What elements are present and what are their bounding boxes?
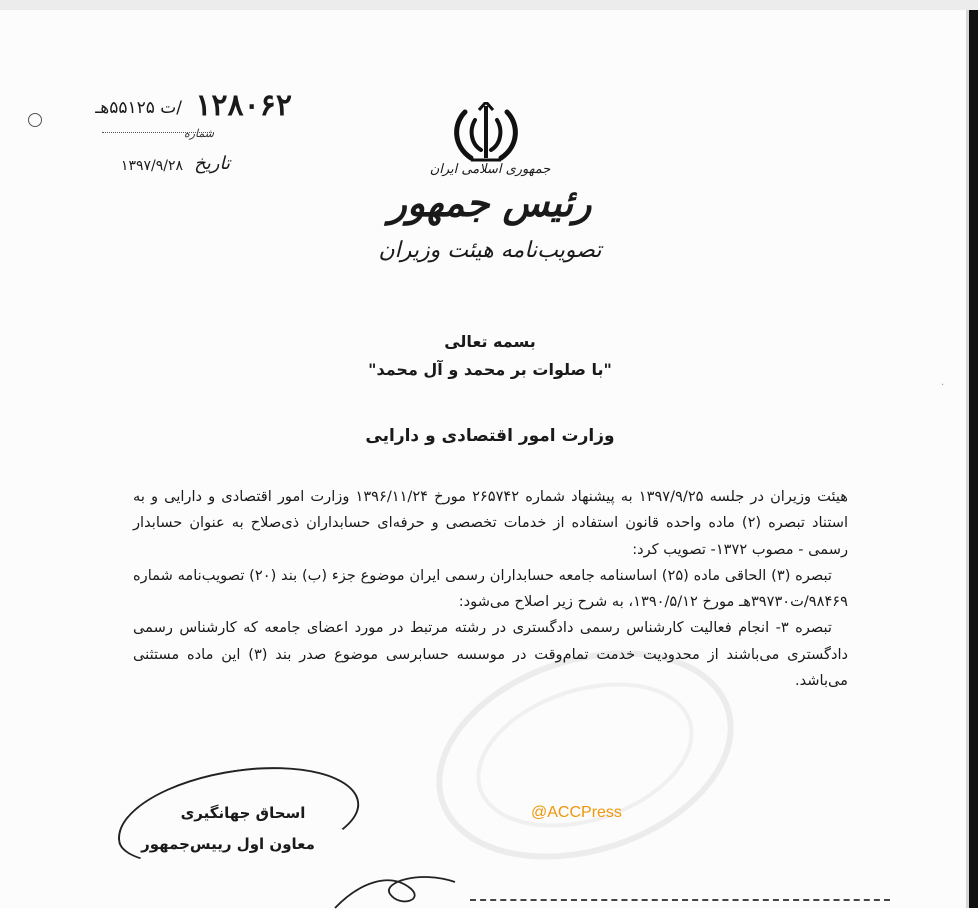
reference-date: ۱۳۹۷/۹/۲۸ bbox=[120, 158, 183, 174]
header-cabinet-decree: تصویب‌نامه هیئت وزیران bbox=[378, 238, 602, 263]
header-president: رئیس جمهور bbox=[388, 180, 592, 225]
reference-block bbox=[40, 80, 300, 190]
signatory-title: معاون اول رییس‌جمهور bbox=[141, 835, 315, 853]
signatory-name: اسحاق جهانگیری bbox=[180, 804, 306, 822]
signature-flourish bbox=[330, 842, 460, 912]
scan-right-edge bbox=[969, 10, 978, 908]
addressee: وزارت امور اقتصادی و دارایی bbox=[365, 426, 615, 446]
iran-emblem-icon bbox=[451, 102, 521, 166]
reference-date-label: تاریخ bbox=[194, 153, 230, 174]
header-republic: جمهوری اسلامی ایران bbox=[429, 162, 551, 177]
decree-body bbox=[133, 484, 848, 694]
cut-off-text-line bbox=[470, 899, 890, 901]
body-paragraph: تبصره ۳- انجام فعالیت کارشناس رسمی دادگستری در رشته مرتبط در مورد اعضای جامعه که کارشناس رسمی دادگستری می‌باشند از محدودیت خدمت تمام‌وقت در موسسه حسابرسی موضوع صدر بند (۳) این ماده مستثنی می‌باشد. bbox=[133, 619, 848, 690]
scan-speck: · bbox=[941, 380, 945, 391]
scan-top-border bbox=[0, 0, 978, 10]
body-paragraph: هیئت وزیران در جلسه ۱۳۹۷/۹/۲۵ به پیشنهاد شماره ۲۶۵۷۴۲ مورخ ۱۳۹۶/۱۱/۲۴ وزارت امور اقتصادی و دارایی و به استناد تبصره (۲) ماده واحده قانون استفاده از خدمات تخصصی و حرفه‌ای حسابداران ذی‌صلاح به عنوان حسابدار رسمی - مصوب ۱۳۷۲- تصویب کرد: bbox=[133, 488, 849, 558]
reference-number-label: شماره bbox=[183, 127, 214, 140]
salawat: "با صلوات بر محمد و آل محمد" bbox=[368, 360, 612, 379]
bismillah: بسمه تعالی bbox=[444, 332, 536, 351]
reference-number: ۱۲۸۰۶۲ bbox=[195, 88, 292, 123]
body-paragraph: تبصره (۳) الحاقی ماده (۲۵) اساسنامه جامعه حسابداران رسمی ایران موضوع جزء (ب) بند (۲۰) تصویب‌نامه شماره ۹۸۴۶۹/ت۳۹۷۳۰هـ مورخ ۱۳۹۰/۵/۱۲، به شرح زیر اصلاح می‌شود: bbox=[133, 566, 848, 611]
reference-code: /ت ۵۵۱۲۵هـ bbox=[95, 98, 182, 118]
watermark-text: @ACCPress bbox=[531, 804, 622, 821]
dotted-line bbox=[102, 132, 214, 133]
